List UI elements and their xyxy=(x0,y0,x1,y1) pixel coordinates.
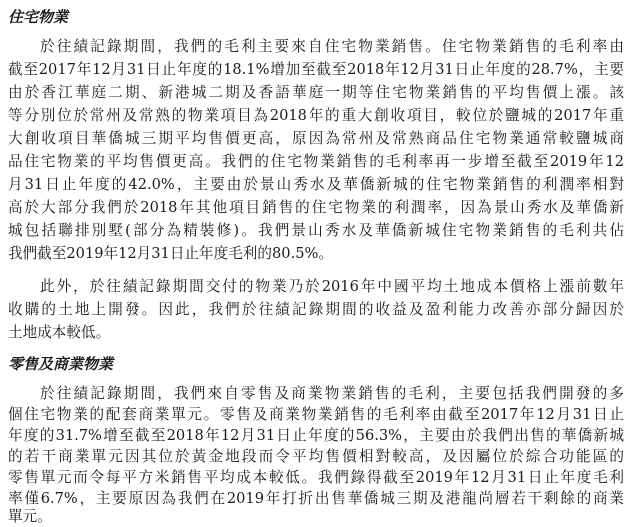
text-line: 大創收項目華僑城三期平均售價更高，原因為常州及常熟商品住宅物業通常較鹽城商 xyxy=(8,130,624,147)
text-line: 截至2017年12月31日止年度的18.1%增加至截至2018年12月31日止年度的28.7%，主要 xyxy=(8,61,624,78)
text-line: 年度的31.7%增至截至2018年12月31日止年度的56.3%，主要由於我們出售的華僑新城 xyxy=(8,427,624,444)
text-line: 個住宅物業的配套商業單元。零售及商業物業銷售的毛利率由截至2017年12月31日止 xyxy=(8,406,624,423)
text-line: 率僅6.7%，主要原因為我們在2019年打折出售華僑城三期及港龍尚層若干剩餘的商業 xyxy=(8,490,624,507)
section-heading-residential: 住宅物業 xyxy=(8,8,69,26)
text-line: 零售單元而令每平方米銷售平均成本較低。我們錄得截至2019年12月31日止年度毛利 xyxy=(8,469,624,486)
text-line: 土地成本較低。 xyxy=(8,324,111,341)
text-line: 單元。 xyxy=(8,508,52,525)
text-line: 我們截至2019年12月31日止年度毛利的80.5%。 xyxy=(8,245,333,262)
text-line: 的若干商業單元因其位於黃金地段而令平均售價相對較高，及因屬位於綜合功能區的 xyxy=(8,448,624,465)
text-line: 城包括聯排別墅(部分為精裝修)。我們景山秀水及華僑新城住宅物業銷售的毛利共佔 xyxy=(8,222,624,239)
text-line: 由於香江華庭二期、新港城二期及香語華庭一期等住宅物業銷售的平均售價上漲。該 xyxy=(8,84,624,101)
text-line: 於往績記錄期間，我們的毛利主要來自住宅物業銷售。住宅物業銷售的毛利率由 xyxy=(40,38,624,55)
text-line: 收購的土地上開發。因此，我們於往績記錄期間的收益及盈利能力改善亦部分歸因於 xyxy=(8,301,624,318)
section-heading-retail: 零售及商業物業 xyxy=(8,355,114,373)
text-line: 品住宅物業的平均售價更高。我們的住宅物業銷售的毛利率再一步增至截至2019年12 xyxy=(8,153,624,170)
text-line: 於往績記錄期間，我們來自零售及商業物業銷售的毛利，主要包括我們開發的多 xyxy=(40,385,624,402)
text-line: 高於大部分我們於2018年其他項目銷售的住宅物業的利潤率，因為景山秀水及華僑新 xyxy=(8,199,624,216)
text-line: 此外，於往績記錄期間交付的物業乃於2016年中國平均土地成本價格上漲前數年 xyxy=(40,278,624,295)
text-line: 月31日止年度的42.0%，主要由於景山秀水及華僑新城的住宅物業銷售的利潤率相對 xyxy=(8,176,624,193)
text-line: 等分別位於常州及常熟的物業項目為2018年的重大創收項目，較位於鹽城的2017年重 xyxy=(8,107,624,124)
